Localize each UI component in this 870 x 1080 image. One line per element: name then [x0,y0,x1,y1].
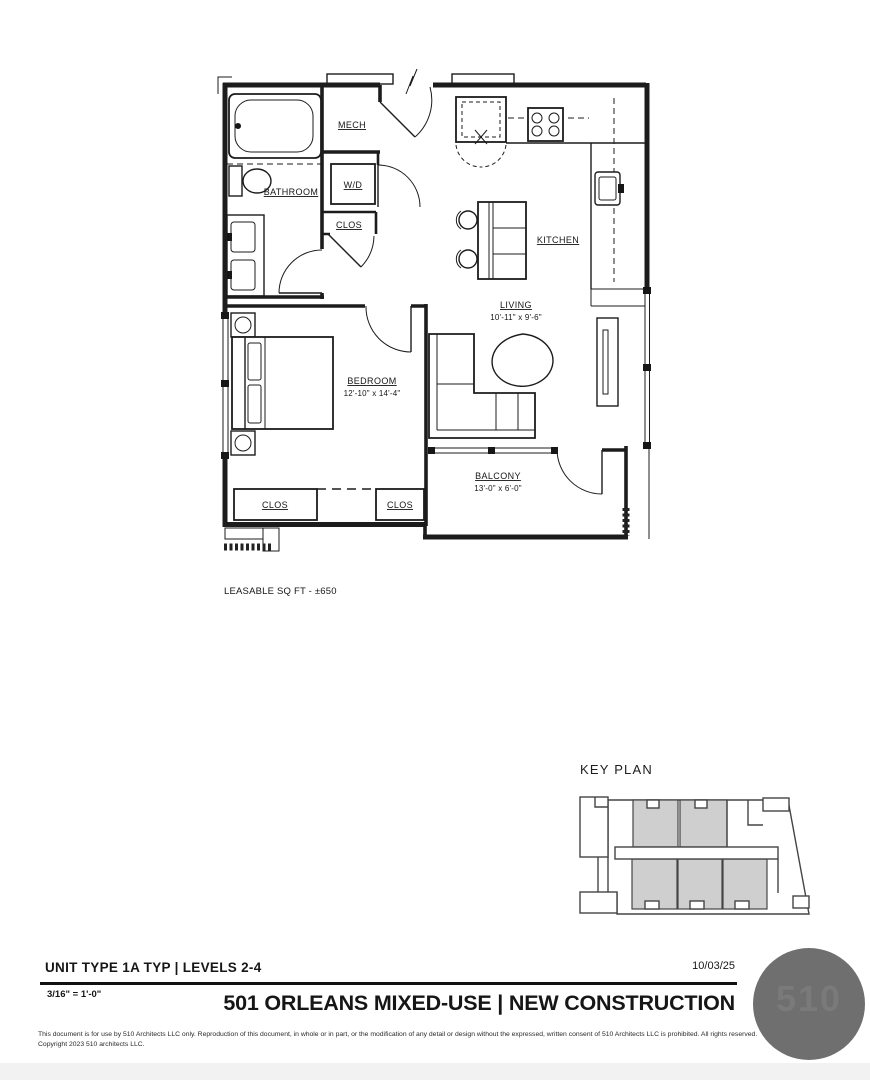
label-bedroom: BEDROOM [347,376,397,386]
label-wd: W/D [343,180,363,190]
dims-bedroom: 12'-10" x 14'-4" [343,389,401,398]
project-title: 501 ORLEANS MIXED-USE | NEW CONSTRUCTION [223,991,735,1015]
key-plan [575,790,815,920]
page-bottom-strip [0,1063,870,1080]
floor-plan [215,68,655,568]
label-kitchen: KITCHEN [536,235,580,245]
dims-balcony: 13'-0" x 6'-0" [474,484,522,493]
label-living: LIVING [500,300,532,310]
drawing-scale: 3/16" = 1'-0" [47,989,102,1000]
architect-logo-text: 510 [775,978,843,1019]
dims-living: 10'-11" x 9'-6" [490,313,542,322]
disclaimer-line-1: This document is for use by 510 Architects LLC only. Reproduction of this document, in whole or in part, or the modification of any detail or design without the expressed, written consent of 510 Architects LLC is prohibited. All rights reserved. [38,1031,758,1038]
leasable-sqft-note: LEASABLE SQ FT - ±650 [224,586,337,597]
sheet-title: UNIT TYPE 1A TYP | LEVELS 2-4 [45,960,262,975]
architect-logo [753,948,865,1060]
label-balcony: BALCONY [475,471,521,481]
label-clos-hall: CLOS [335,220,363,230]
title-block-rule [40,982,737,985]
label-mech: MECH [337,120,367,130]
label-clos-left: CLOS [261,500,289,510]
label-clos-right: CLOS [386,500,414,510]
key-plan-title: KEY PLAN [580,762,653,777]
label-bathroom: BATHROOM [263,187,319,197]
sheet-date: 10/03/25 [692,960,735,972]
disclaimer-line-2: Copyright 2023 510 architects LLC. [38,1041,145,1048]
